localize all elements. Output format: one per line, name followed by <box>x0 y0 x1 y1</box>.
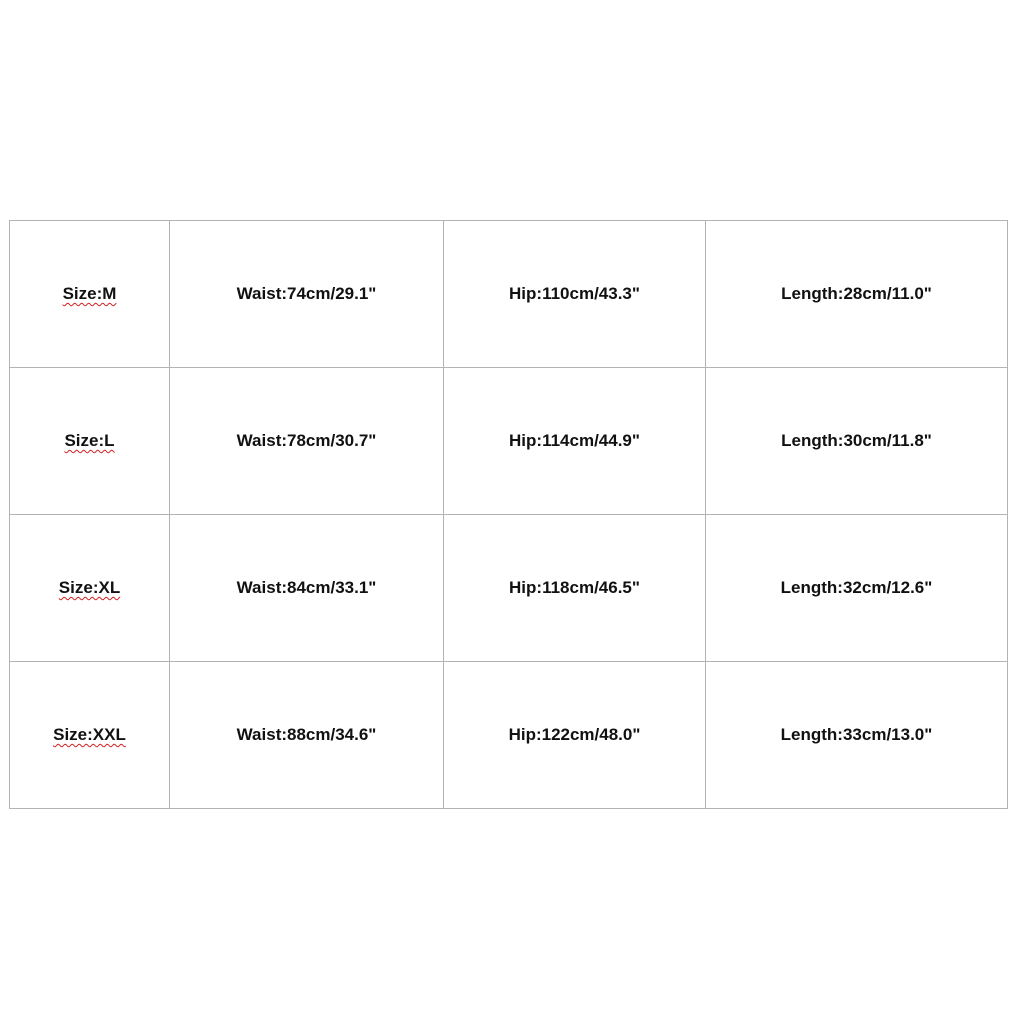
table-row <box>10 221 1008 368</box>
waist-cell: Waist:74cm/29.1" <box>170 221 444 368</box>
table-row <box>10 515 1008 662</box>
size-chart-table <box>9 220 1008 809</box>
length-cell: Length:32cm/12.6" <box>706 515 1008 662</box>
hip-cell: Hip:110cm/43.3" <box>444 221 706 368</box>
size-cell <box>10 515 170 662</box>
size-label: Size:XXL <box>53 725 126 744</box>
waist-cell: Waist:84cm/33.1" <box>170 515 444 662</box>
size-label: Size:M <box>62 284 117 303</box>
table-row <box>10 368 1008 515</box>
size-cell <box>10 221 170 368</box>
size-cell <box>10 368 170 515</box>
size-label: Size:XL <box>58 578 121 597</box>
size-cell <box>10 662 170 809</box>
length-cell: Length:28cm/11.0" <box>706 221 1008 368</box>
table-row <box>10 662 1008 809</box>
hip-cell: Hip:118cm/46.5" <box>444 515 706 662</box>
length-cell: Length:30cm/11.8" <box>706 368 1008 515</box>
hip-cell: Hip:114cm/44.9" <box>444 368 706 515</box>
size-label: Size:L <box>64 431 115 450</box>
hip-cell: Hip:122cm/48.0" <box>444 662 706 809</box>
length-cell: Length:33cm/13.0" <box>706 662 1008 809</box>
waist-cell: Waist:88cm/34.6" <box>170 662 444 809</box>
waist-cell: Waist:78cm/30.7" <box>170 368 444 515</box>
